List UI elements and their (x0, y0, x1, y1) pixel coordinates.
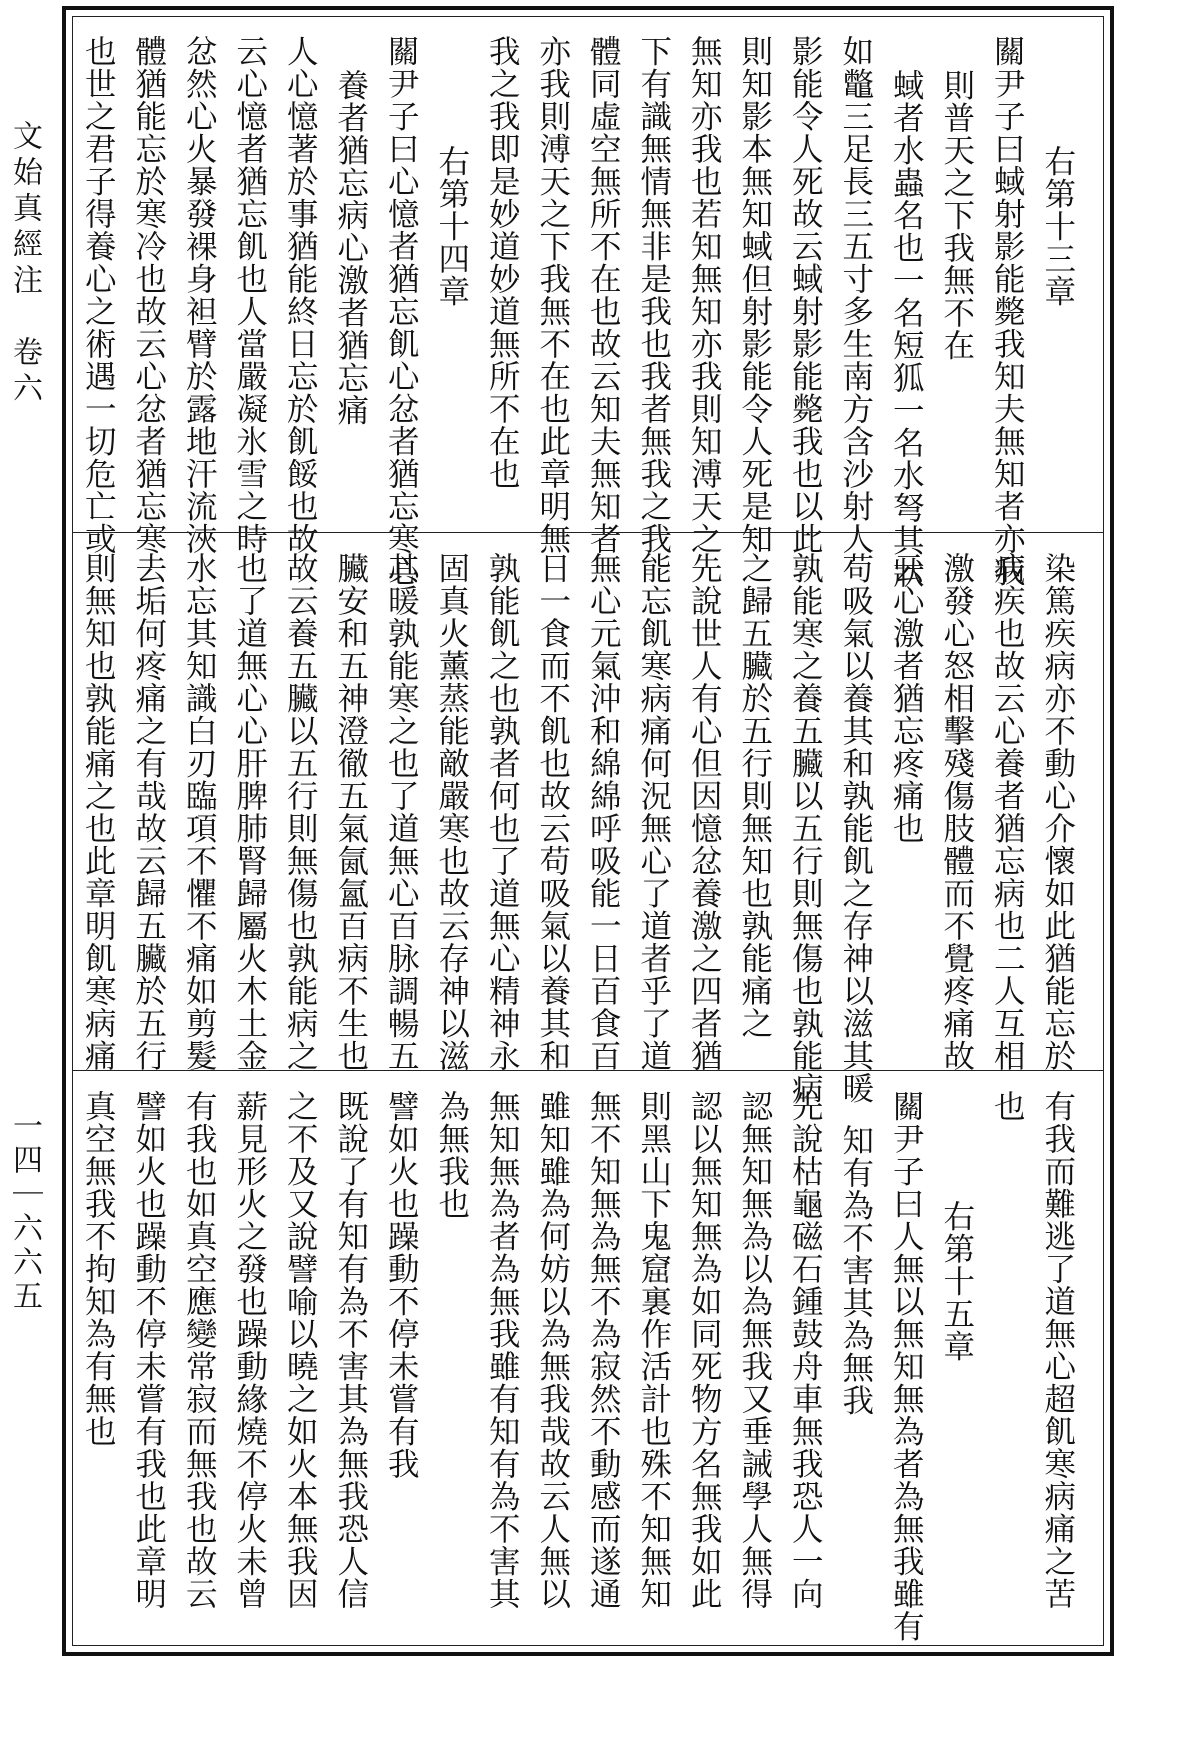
text-column: 如鼈三足長三五寸多生南方含沙射人 (837, 35, 874, 555)
text-column: 我之我即是妙道妙道無所不在也 (484, 35, 521, 490)
text-column: 則普天之下我無不在 (938, 69, 975, 362)
text-column: 臟安和五神澄徹五氣氤氳百病不生也 (332, 552, 369, 1072)
text-column: 認無知無為以為無我又垂誡學人無得 (736, 1090, 773, 1610)
text-column: 關尹子曰心憶者猶忘飢心忿者猶忘寒心 (383, 35, 420, 588)
column-group (80, 35, 1083, 589)
text-column: 其暖孰能寒之也了道無心百脉調暢五 (383, 552, 420, 1072)
text-column: 關尹子曰蜮射影能斃我知夫無知者亦我 (989, 35, 1026, 588)
text-column: 去垢何疼痛之有哉故云歸五臟於五行 (130, 552, 167, 1072)
text-column: 關尹子曰人無以無知無為者為無我雖有 (888, 1090, 925, 1643)
text-column: 先說枯龜磁石鍾鼓舟車無我恐人一向 (787, 1090, 824, 1610)
book-title-margin: 文始真經注 卷六 (7, 120, 42, 408)
text-column: 之歸五臟於五行則無知也孰能痛之 (736, 552, 773, 1040)
text-column: 右第十三章 (1039, 145, 1076, 308)
text-column: 有我而難逃了道無心超飢寒病痛之苦 (1039, 1090, 1076, 1610)
text-column: 也 (989, 1090, 1026, 1123)
text-column: 則無知也孰能痛之也此章明飢寒病痛 (80, 552, 117, 1072)
text-column: 故云養五臟以五行則無傷也孰能病之 (282, 552, 319, 1072)
text-column: 則黑山下鬼窟裏作活計也殊不知無知 (635, 1090, 672, 1610)
text-column: 薪見形火之發也躁動緣燒不停火未曾 (231, 1090, 268, 1610)
panel-divider (73, 532, 1103, 533)
text-column: 云心憶者猶忘飢也人當嚴凝氷雪之時 (231, 35, 268, 555)
text-column: 苟吸氣以養其和孰能飢之存神以滋其暖 (837, 552, 874, 1105)
text-column: 水忘其知識白刃臨項不懼不痛如剪髮 (181, 552, 218, 1072)
text-column: 下有識無情無非是我也我者無我之我 (635, 35, 672, 555)
text-column: 無知無為者為無我雖有知有為不害其 (484, 1090, 521, 1610)
text-column: 無知亦我也若知無知亦我則知溥天之 (686, 35, 723, 555)
page-inner-frame (72, 16, 1104, 1646)
text-column: 為無我也 (433, 1090, 470, 1220)
text-column: 人心憶著於事猶能終日忘於飢餒也故 (282, 35, 319, 555)
text-column: 無不知無為無不為寂然不動感而遂通 (585, 1090, 622, 1610)
text-column: 有我也如真空應變常寂而無我也故云 (181, 1090, 218, 1610)
text-column: 日一食而不飢也故云苟吸氣以養其和 (534, 552, 571, 1072)
text-column: 認以無知無為如同死物方名無我如此 (686, 1090, 723, 1610)
text-column: 之不及又說譬喻以曉之如火本無我因 (282, 1090, 319, 1610)
text-panel-middle (73, 534, 1103, 1105)
text-column: 知有為不害其為無我 (837, 1124, 874, 1417)
text-column: 忿然心火暴發裸身袒臂於露地汗流浹 (181, 35, 218, 555)
text-column: 激發心怒相擊殘傷肢體而不覺疼痛故 (938, 552, 975, 1072)
page-frame (62, 6, 1114, 1656)
text-column: 體同虛空無所不在也故云知夫無知者 (585, 35, 622, 555)
text-column: 影能令人死故云蜮射影能斃我也以此 (787, 35, 824, 555)
text-column: 無心元氣沖和綿綿呼吸能一日百食百 (585, 552, 622, 1072)
page-number-margin: 一四｜六六五 (7, 1110, 42, 1314)
text-column: 譬如火也躁動不停未嘗有我也此章明 (130, 1090, 167, 1610)
text-column: 也世之君子得養心之術遇一切危亡或 (80, 35, 117, 555)
text-column: 體猶能忘於寒冷也故云心忿者猶忘寒 (130, 35, 167, 555)
text-column: 固真火薰蒸能敵嚴寒也故云存神以滋 (433, 552, 470, 1072)
text-column: 染篤疾病亦不動心介懷如此猶能忘於 (1039, 552, 1076, 1072)
text-column: 亦我則溥天之下我無不在也此章明無 (534, 35, 571, 555)
text-column: 也了道無心心肝脾肺腎歸屬火木土金 (231, 552, 268, 1072)
text-column: 則知影本無知蜮但射影能令人死是知 (736, 35, 773, 555)
text-column: 孰能寒之養五臟以五行則無傷也孰能病 (787, 552, 824, 1105)
text-column: 能忘飢寒病痛何況無心了道者乎了道 (635, 552, 672, 1072)
panel-divider (73, 1070, 1103, 1071)
text-panel-top (73, 17, 1103, 589)
column-group (80, 552, 1083, 1105)
text-column: 右第十四章 (433, 145, 470, 308)
column-group (80, 1090, 1083, 1643)
text-column: 孰能飢之也孰者何也了道無心精神永 (484, 552, 521, 1072)
text-column: 譬如火也躁動不停未嘗有我 (383, 1090, 420, 1480)
text-panel-bottom (73, 1072, 1103, 1645)
text-column: 真空無我不拘知為有無也 (80, 1090, 117, 1448)
text-column: 雖知雖為何妨以為無我哉故云人無以 (534, 1090, 571, 1610)
text-column: 先說世人有心但因憶忿養激之四者猶 (686, 552, 723, 1072)
text-column: 右第十五章 (938, 1200, 975, 1363)
text-column: 云心激者猶忘疼痛也 (888, 552, 925, 845)
text-column: 病疾也故云心養者猶忘病也二人互相 (989, 552, 1026, 1072)
text-column: 養者猶忘病心激者猶忘痛 (332, 69, 369, 427)
text-column: 蜮者水蟲名也一名短狐一名水弩其狀 (888, 69, 925, 589)
text-column: 既說了有知有為不害其為無我恐人信 (332, 1090, 369, 1610)
